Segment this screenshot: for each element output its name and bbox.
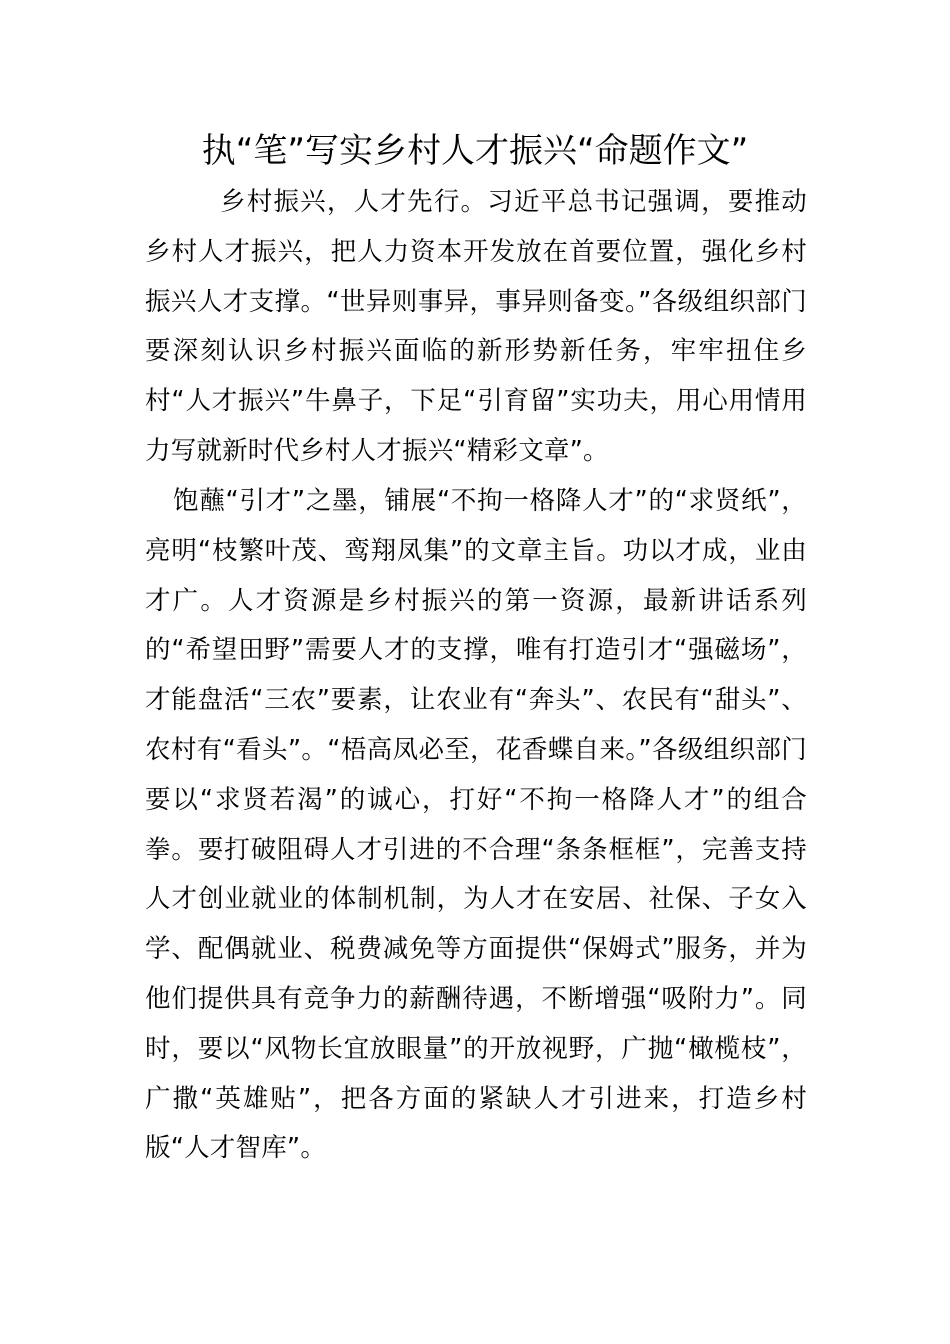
- paragraph-talent-attraction: 饱蘸“引才”之墨，铺展“不拘一格降人才”的“求贤纸”，亮明“枝繁叶茂、鸾翔凤集”的文章主旨。功以才成，业由才广。人才资源是乡村振兴的第一资源，最新讲话系列的“希望田野”需要人才的支撑，唯有打造引才“强磁场”，才能盘活“三农”要素，让农业有“奔头”、农民有“甜头”、农村有“看头”。“梧高凤必至，花香蝶自来。”各级组织部门要以“求贤若渴”的诚心，打好“不拘一格降人才”的组合拳。要打破阻碍人才引进的不合理“条条框框”，完善支持人才创业就业的体制机制，为人才在安居、社保、子女入学、配偶就业、税费减免等方面提供“保姆式”服务，并为他们提供具有竞争力的薪酬待遇，不断增强“吸附力”。同时，要以“风物长宜放眼量”的开放视野，广抛“橄榄枝”，广撒“英雄贴”，把各方面的紧缺人才引进来，打造乡村版“人才智库”。: [145, 486, 807, 1164]
- paragraph-intro: 乡村振兴，人才先行。习近平总书记强调，要推动乡村人才振兴，把人力资本开发放在首要位置，强化乡村振兴人才支撑。“世异则事异，事异则备变。”各级组织部门要深刻认识乡村振兴面临的新形势新任务，牢牢扭住乡村“人才振兴”牛鼻子，下足“引育留”实功夫，用心用情用力写就新时代乡村人才振兴“精彩文章”。: [145, 187, 807, 466]
- document-title: 执“笔”写实乡村人才振兴“命题作文”: [201, 131, 749, 171]
